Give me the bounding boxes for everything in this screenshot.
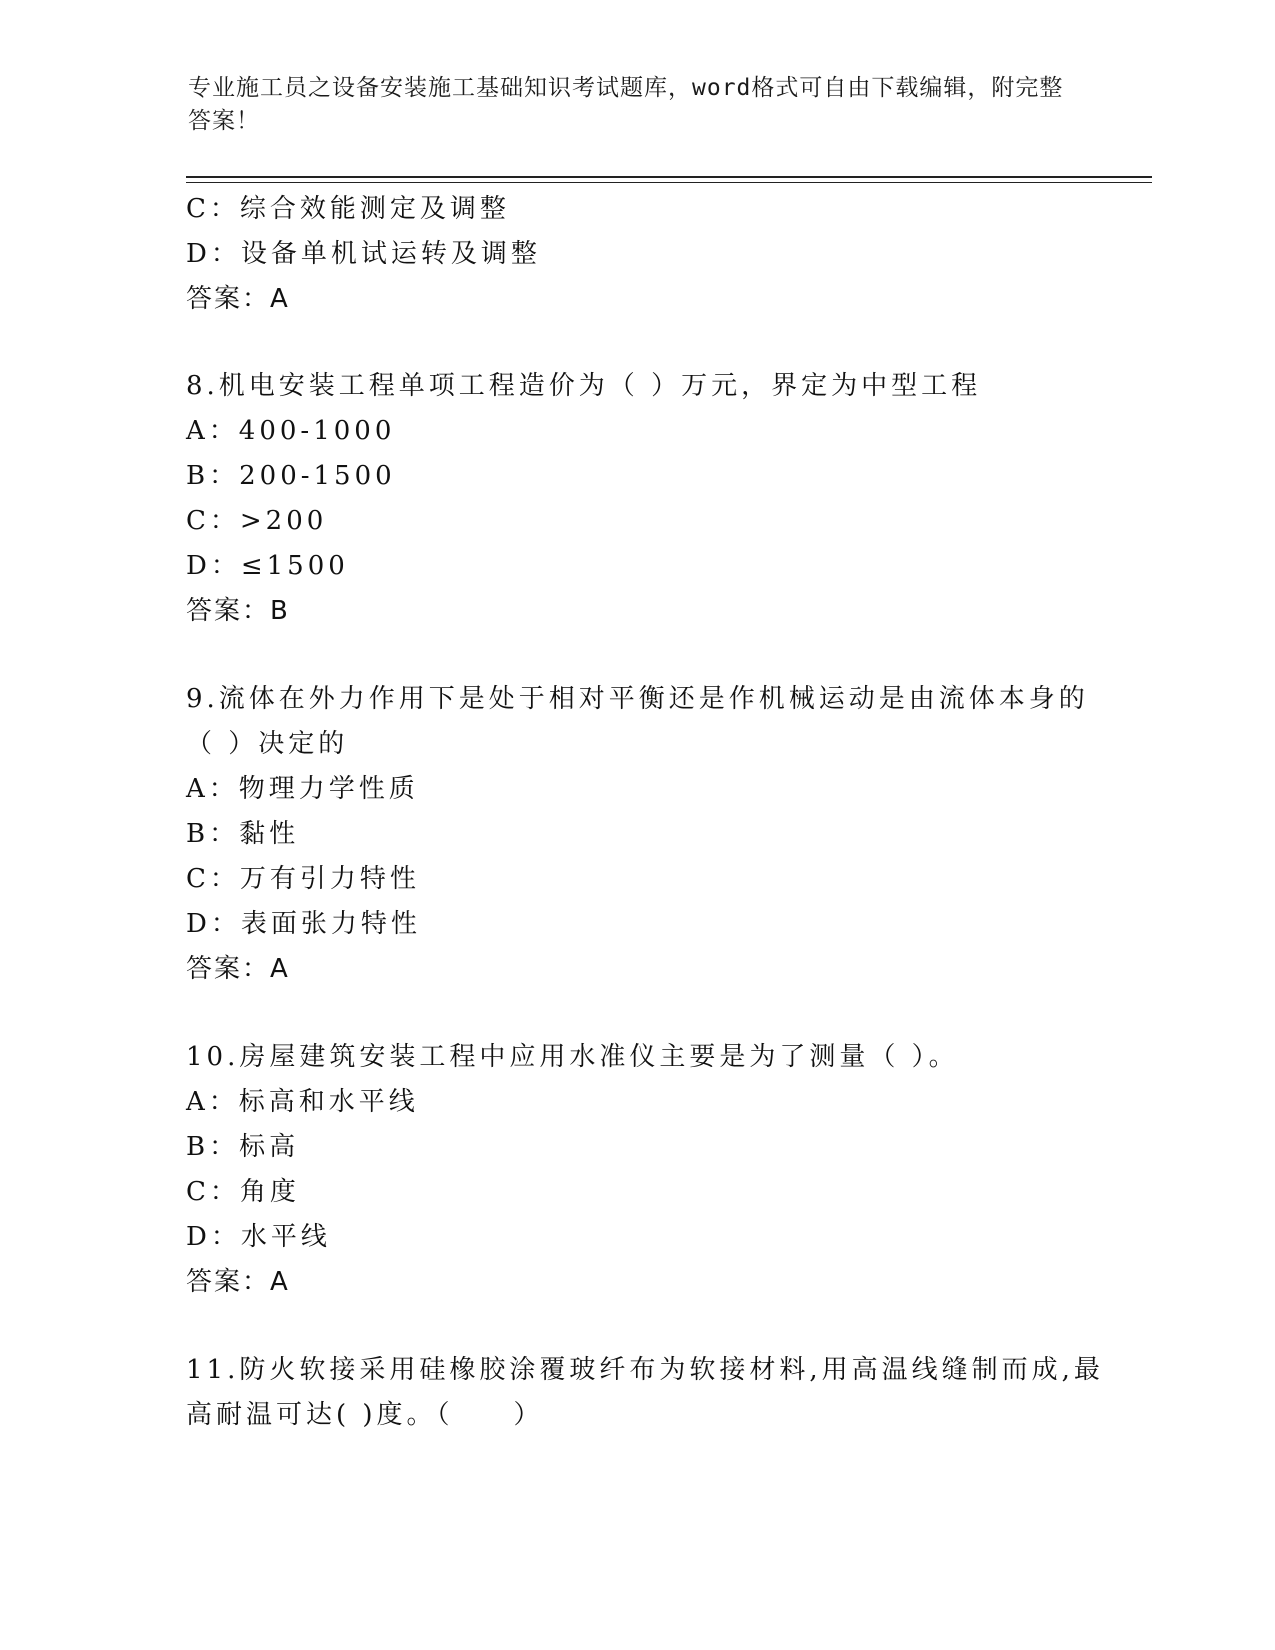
q10-option-a: A：标高和水平线 xyxy=(186,1087,419,1117)
q8-option-c: C：>200 xyxy=(186,506,328,536)
q10-question: 10.房屋建筑安装工程中应用水准仪主要是为了测量（ ）。 xyxy=(186,1042,959,1072)
q9-option-a: A：物理力学性质 xyxy=(186,774,419,804)
q7-option-d: D：设备单机试运转及调整 xyxy=(186,239,541,269)
q8-answer: 答案：B xyxy=(186,596,290,626)
q11-question-line1: 11.防火软接采用硅橡胶涂覆玻纤布为软接材料,用高温线缝制而成,最 xyxy=(186,1355,1104,1385)
q8-question: 8.机电安装工程单项工程造价为（ ）万元，界定为中型工程 xyxy=(186,371,982,401)
header-divider-thin xyxy=(186,182,1152,183)
q9-option-d: D：表面张力特性 xyxy=(186,909,421,939)
q10-answer: 答案：A xyxy=(186,1267,290,1297)
q7-answer: 答案：A xyxy=(186,284,290,314)
q9-option-b: B：黏性 xyxy=(186,819,300,849)
q11-question-line2: 高耐温可达( )度。（ ） xyxy=(186,1400,544,1430)
q9-answer: 答案：A xyxy=(186,954,290,984)
q8-option-b: B：200-1500 xyxy=(186,461,396,491)
header-divider-thick xyxy=(186,176,1152,178)
q9-option-c: C：万有引力特性 xyxy=(186,864,420,894)
q8-option-d: D：≤1500 xyxy=(186,551,349,581)
document-header-title: 专业施工员之设备安装施工基础知识考试题库，word格式可自由下载编辑，附完整答案！ xyxy=(188,75,1064,134)
q9-question-line2: （ ）决定的 xyxy=(186,729,349,759)
q10-option-c: C：角度 xyxy=(186,1177,300,1207)
q7-option-c: C：综合效能测定及调整 xyxy=(186,194,510,224)
q8-option-a: A：400-1000 xyxy=(186,416,396,446)
q9-question-line1: 9.流体在外力作用下是处于相对平衡还是作机械运动是由流体本身的 xyxy=(186,684,1089,714)
q10-option-d: D：水平线 xyxy=(186,1222,331,1252)
q10-option-b: B：标高 xyxy=(186,1132,300,1162)
